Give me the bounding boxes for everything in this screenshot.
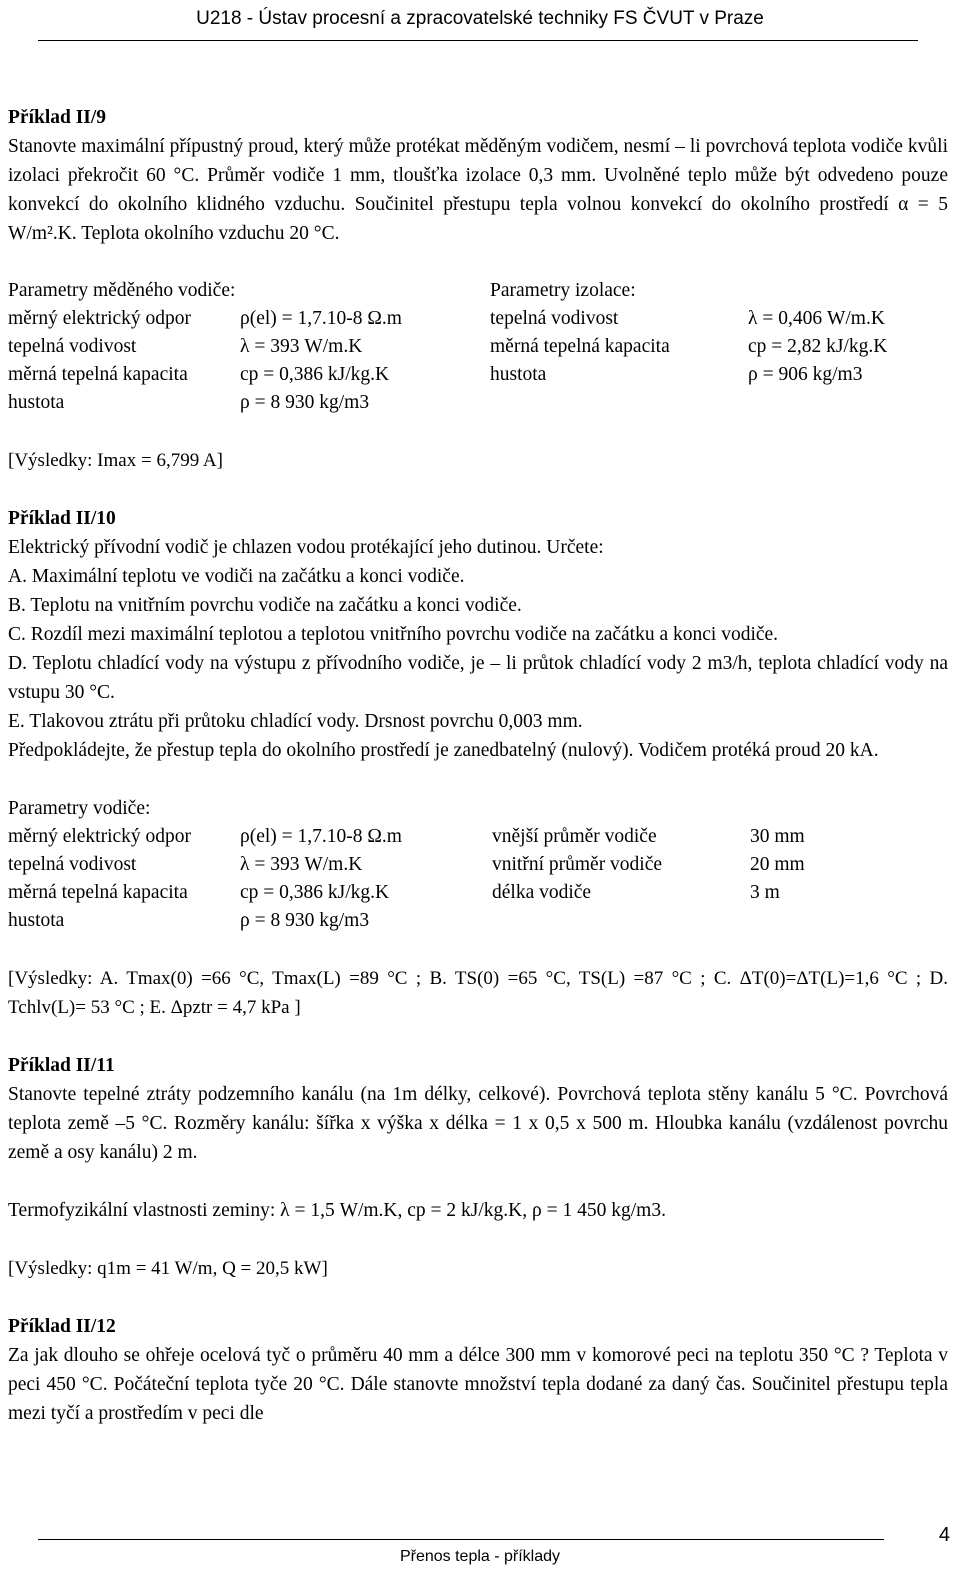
param-label: vnitřní průměr vodiče	[492, 854, 663, 875]
param-value: cp = 0,386 kJ/kg.K	[240, 364, 390, 385]
conductor-params-heading: Parametry měděného vodiče:	[8, 280, 236, 301]
param-label: měrná tepelná kapacita	[490, 336, 670, 357]
page-number: 4	[938, 1524, 950, 1546]
example-9-text: Stanovte maximální přípustný proud, který může protékat měděným vodičem, nesmí – li povrchová teplota vodiče kvůli izolaci překročit 60 °C. Průměr vodiče 1 mm, tloušťka izolace 0,3 mm. Uvolněné teplo může být odvedeno pouze konvekcí do okolního klidného vzduchu. Součinitel přestupu tepla volnou konvekcí do okolního prostředí α = 5 W/m².K. Teplota okolního vzduchu 20 °C.	[8, 136, 948, 244]
example-10-line: B. Teplotu na vnitřním povrchu vodiče na začátku a konci vodiče.	[8, 595, 522, 616]
example-10-line: A. Maximální teplotu ve vodiči na začátku a konci vodiče.	[8, 566, 465, 587]
param-label: tepelná vodivost	[490, 308, 619, 329]
param-value: ρ = 906 kg/m3	[748, 364, 863, 385]
example-10-title: Příklad II/10	[8, 508, 116, 529]
example-9-title: Příklad II/9	[8, 107, 107, 128]
insulation-params-heading: Parametry izolace:	[490, 280, 636, 301]
param-label: délka vodiče	[492, 882, 592, 903]
example-10-line: E. Tlakovou ztrátu při průtoku chladící vody. Drsnost povrchu 0,003 mm.	[8, 711, 583, 732]
header-rule	[38, 40, 918, 41]
param-label: hustota	[8, 910, 65, 931]
param-value: cp = 2,82 kJ/kg.K	[748, 336, 888, 357]
param-value: λ = 393 W/m.K	[240, 854, 363, 875]
example-11-title: Příklad II/11	[8, 1055, 115, 1076]
example-12-text: Za jak dlouho se ohřeje ocelová tyč o průměru 40 mm a délce 300 mm v komorové peci na teplotu 350 °C ? Teplota v peci 450 °C. Počáteční teplota tyče 20 °C. Dále stanovte množství tepla dodané za daný čas. Součinitel přestupu tepla mezi tyčí a prostředím v peci dle	[8, 1345, 948, 1424]
example-11-text: Stanovte tepelné ztráty podzemního kanálu (na 1m délky, celkové). Povrchová teplota stěny kanálu 5 °C. Povrchová teplota země –5 °C. Rozměry kanálu: šířka x výška x délka = 1 x 0,5 x 500 m. Hloubka kanálu (vzdálenost povrchu země a osy kanálu) 2 m.	[8, 1084, 948, 1163]
param-value: 3 m	[750, 882, 780, 903]
example-10-results: [Výsledky: A. Tmax(0) =66 °C, Tmax(L) =89 °C ; B. TS(0) =65 °C, TS(L) =87 °C ; C. ΔT(0)=ΔT(L)=1,6 °C ; D. Tchlv(L)= 53 °C ; E. Δpztr = 4,7 kPa ]	[8, 968, 948, 1018]
page-content	[8, 103, 948, 1428]
example-11-soil-properties: Termofyzikální vlastnosti zeminy: λ = 1,5 W/m.K, cp = 2 kJ/kg.K, ρ = 1 450 kg/m3.	[8, 1200, 666, 1221]
param-value: ρ(el) = 1,7.10-8 Ω.m	[240, 826, 402, 847]
param-label: hustota	[490, 364, 547, 385]
example-12-title: Příklad II/12	[8, 1316, 116, 1337]
footer-rule	[38, 1539, 884, 1540]
param-value: 30 mm	[750, 826, 805, 847]
example-9-params	[8, 277, 948, 417]
example-10-params	[8, 823, 948, 935]
page-footer: Přenos tepla - příklady	[399, 1548, 561, 1565]
param-label: měrný elektrický odpor	[8, 308, 192, 329]
conductor-params-heading: Parametry vodiče:	[8, 798, 151, 819]
param-label: měrná tepelná kapacita	[8, 882, 188, 903]
example-9-results: [Výsledky: Imax = 6,799 A]	[8, 450, 223, 471]
param-value: 20 mm	[750, 854, 805, 875]
param-value: cp = 0,386 kJ/kg.K	[240, 882, 390, 903]
param-label: vnější průměr vodiče	[492, 826, 657, 847]
param-label: tepelná vodivost	[8, 336, 137, 357]
example-10-line: Elektrický přívodní vodič je chlazen vodou protékající jeho dutinou. Určete:	[8, 537, 604, 558]
example-10-line: Předpokládejte, že přestup tepla do okolního prostředí je zanedbatelný (nulový). Vodičem protéká proud 20 kA.	[8, 740, 879, 761]
param-value: ρ = 8 930 kg/m3	[240, 910, 370, 931]
param-label: tepelná vodivost	[8, 854, 137, 875]
param-value: λ = 0,406 W/m.K	[748, 308, 885, 329]
example-11-results: [Výsledky: q1m = 41 W/m, Q = 20,5 kW]	[8, 1258, 328, 1279]
param-label: měrná tepelná kapacita	[8, 364, 188, 385]
param-value: λ = 393 W/m.K	[240, 336, 363, 357]
param-label: hustota	[8, 392, 65, 413]
example-10-line: D. Teplotu chladící vody na výstupu z přívodního vodiče, je – li průtok chladící vody 2 m3/h, teplota chladící vody na vstupu 30 °C.	[8, 653, 948, 703]
page-header: U218 - Ústav procesní a zpracovatelské techniky FS ČVUT v Praze	[196, 8, 764, 29]
param-value: ρ = 8 930 kg/m3	[240, 392, 370, 413]
param-value: ρ(el) = 1,7.10-8 Ω.m	[240, 308, 402, 329]
example-10-line: C. Rozdíl mezi maximální teplotou a teplotou vnitřního povrchu vodiče na začátku a konci vodiče.	[8, 624, 779, 645]
param-label: měrný elektrický odpor	[8, 826, 192, 847]
